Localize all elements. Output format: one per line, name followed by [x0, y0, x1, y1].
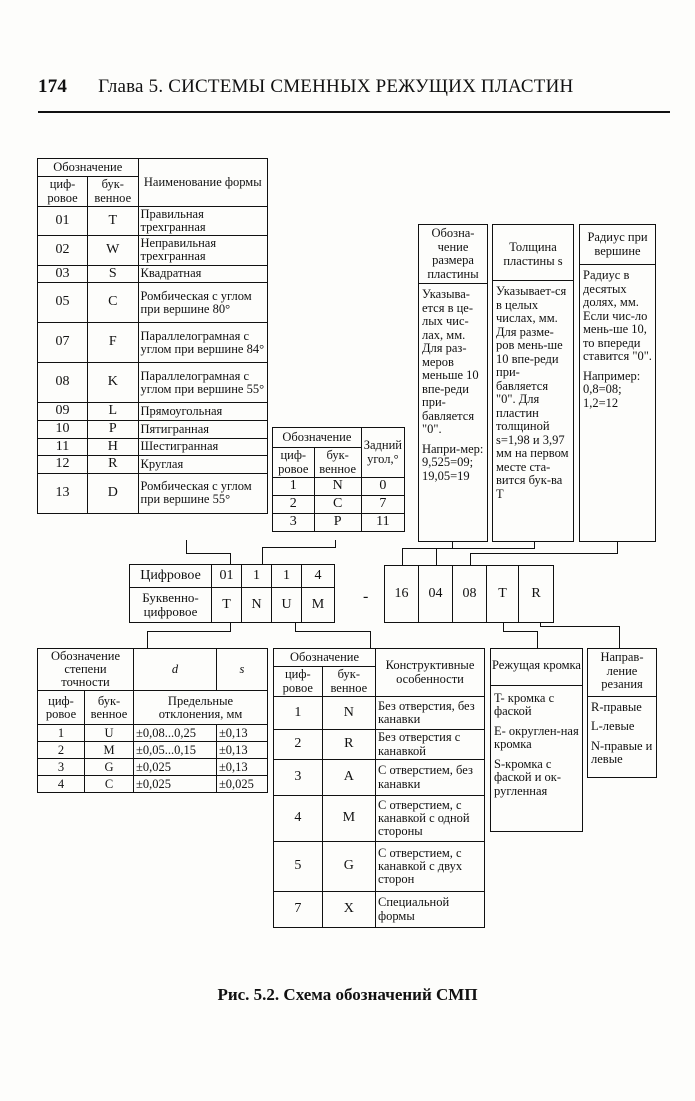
- feat-let: R: [322, 730, 375, 760]
- shape-name: Квадратная: [138, 265, 267, 283]
- shape-row: [38, 323, 268, 363]
- cutting-edge-box: [490, 648, 583, 832]
- header-rule: [38, 111, 670, 113]
- radius-box-example: Например: 0,8=08; 1,2=12: [583, 368, 641, 410]
- tol-num: 4: [38, 776, 85, 793]
- angle-cell-val: 11: [361, 514, 404, 532]
- thickness-box: [492, 224, 574, 542]
- alnum-code-cell: M: [301, 587, 335, 623]
- connector: [370, 631, 371, 648]
- direction-item: R-правые: [591, 699, 642, 714]
- shape-code-numeric: 01: [38, 207, 88, 236]
- tail-code-cell: 16: [384, 565, 419, 623]
- connector: [436, 548, 535, 549]
- tol-s: ±0,13: [216, 742, 267, 759]
- page-number: 174: [38, 76, 68, 97]
- connector: [262, 547, 336, 548]
- shape-code-letter: T: [88, 207, 138, 236]
- shape-name: Параллелограмная с углом при вершине 84°: [138, 323, 267, 363]
- connector: [147, 631, 231, 632]
- size-box-head: Обозна-чение размера пластины: [419, 227, 487, 284]
- shape-row: [38, 236, 268, 265]
- tol-h-designation: Обозначение степени точности: [38, 649, 134, 691]
- code-label-alnum: Буквенно-цифровое: [129, 587, 212, 623]
- shape-name: Неправильная трехгранная: [138, 236, 267, 265]
- alnum-code-cell: N: [241, 587, 272, 623]
- connector: [540, 626, 620, 627]
- feat-num: 2: [274, 730, 323, 760]
- angle-h-numeric: циф-ровое: [273, 448, 315, 478]
- shape-code-numeric: 03: [38, 265, 88, 283]
- feature-row: [274, 697, 485, 730]
- connector: [186, 553, 230, 554]
- connector: [470, 553, 618, 554]
- numeric-code-cell: 4: [301, 564, 335, 588]
- edge-item: E- округлен-ная кромка: [494, 723, 579, 751]
- shape-name: Правильная трехгранная: [138, 207, 267, 236]
- angle-cell-num: 2: [273, 496, 315, 514]
- shape-row: [38, 283, 268, 323]
- shape-row: [38, 403, 268, 421]
- numeric-code-cell: 01: [211, 564, 242, 588]
- connector: [402, 548, 403, 566]
- angle-cell-val: 0: [361, 478, 404, 496]
- feat-h-designation: Обозначение: [274, 649, 376, 667]
- shape-code-numeric: 09: [38, 403, 88, 421]
- angle-cell-val: 7: [361, 496, 404, 514]
- shape-code-numeric: 12: [38, 456, 88, 474]
- tolerance-row: [38, 776, 268, 793]
- shape-code-letter: F: [88, 323, 138, 363]
- shape-h-numeric: циф-ровое: [38, 177, 88, 207]
- tol-h-limits: Предельные отклонения, мм: [134, 691, 268, 725]
- size-box: [418, 224, 488, 542]
- feat-let: X: [322, 892, 375, 928]
- code-dash: -: [363, 588, 369, 605]
- feat-desc: С отверстием, с канавкой с двух сторон: [376, 842, 485, 892]
- connector: [186, 540, 187, 554]
- shape-row: [38, 456, 268, 474]
- angle-cell-let: N: [314, 478, 361, 496]
- feat-let: M: [322, 796, 375, 842]
- shape-code-letter: C: [88, 283, 138, 323]
- tol-h-d: d: [134, 649, 217, 691]
- shape-name: Прямоугольная: [138, 403, 267, 421]
- shape-name: Параллелограмная с углом при вершине 55°: [138, 363, 267, 403]
- connector: [436, 548, 437, 566]
- angle-h-angle: Задний угол,°: [361, 428, 404, 478]
- size-box-body: Указыва-ется в це-лых чис-лах, мм. Для раз-меров меньше 10 впе-реди при-бавляется "0".: [422, 287, 479, 436]
- connector: [147, 631, 148, 648]
- angle-row: [273, 478, 405, 496]
- radius-box-head: Радиус при вершине: [580, 227, 655, 265]
- shape-code-letter: D: [88, 473, 138, 513]
- feat-desc: Специальной формы: [376, 892, 485, 928]
- shape-table: [37, 158, 268, 514]
- shape-row: [38, 420, 268, 438]
- shape-row: [38, 363, 268, 403]
- shape-name: Круглая: [138, 456, 267, 474]
- tol-s: ±0,025: [216, 776, 267, 793]
- feat-num: 7: [274, 892, 323, 928]
- direction-item: N-правые и левые: [591, 738, 653, 766]
- thickness-box-head: Толщина пластины s: [493, 227, 573, 281]
- alnum-code-cell: T: [211, 587, 242, 623]
- tolerance-rows: [38, 725, 268, 793]
- feat-num: 4: [274, 796, 323, 842]
- shape-code-letter: K: [88, 363, 138, 403]
- tail-code-cell: 08: [452, 565, 487, 623]
- angle-row: [273, 514, 405, 532]
- shape-code-letter: S: [88, 265, 138, 283]
- tol-d: ±0,025: [134, 759, 217, 776]
- shape-code-numeric: 10: [38, 420, 88, 438]
- alnum-code-cell: U: [271, 587, 302, 623]
- tol-d: ±0,05...0,15: [134, 742, 217, 759]
- angle-row: [273, 496, 405, 514]
- feature-row: [274, 796, 485, 842]
- shape-row: [38, 265, 268, 283]
- code-label-numeric: Цифровое: [129, 564, 212, 588]
- angle-h-designation: Обозначение: [273, 428, 362, 448]
- shape-code-numeric: 11: [38, 438, 88, 456]
- shape-name: Ромбическая с углом при вершине 80°: [138, 283, 267, 323]
- direction-box-head: Направ-ление резания: [588, 651, 656, 697]
- direction-item: L-левые: [591, 719, 635, 733]
- shape-rows: [38, 207, 268, 514]
- shape-h-name: Наименование формы: [138, 159, 267, 207]
- shape-code-numeric: 02: [38, 236, 88, 265]
- edge-box-head: Режущая кромка: [491, 651, 582, 686]
- tol-d: ±0,025: [134, 776, 217, 793]
- tol-num: 2: [38, 742, 85, 759]
- edge-item: T- кромка с фаской: [494, 690, 555, 718]
- feat-desc: Без отверстия, без канавки: [376, 697, 485, 730]
- tol-num: 1: [38, 725, 85, 742]
- angle-cell-let: P: [314, 514, 361, 532]
- chapter-label: Глава 5.: [98, 76, 164, 97]
- tail-code-cell: 04: [418, 565, 453, 623]
- feature-rows: [274, 697, 485, 928]
- feat-h-letter: бук-венное: [322, 667, 375, 697]
- feature-row: [274, 892, 485, 928]
- feat-num: 5: [274, 842, 323, 892]
- feat-let: G: [322, 842, 375, 892]
- feat-num: 1: [274, 697, 323, 730]
- angle-cell-num: 3: [273, 514, 315, 532]
- tol-s: ±0,13: [216, 759, 267, 776]
- connector: [537, 631, 538, 648]
- tol-num: 3: [38, 759, 85, 776]
- shape-code-letter: L: [88, 403, 138, 421]
- feat-desc: С отверстием, с канавкой с одной стороны: [376, 796, 485, 842]
- radius-box-body: Радиус в десятых долях, мм. Если чис-ло мень-ше 10, то впереди ставится "0".: [583, 268, 652, 363]
- shape-code-letter: W: [88, 236, 138, 265]
- cutting-direction-box: [587, 648, 657, 778]
- feat-num: 3: [274, 760, 323, 796]
- tol-let: U: [85, 725, 134, 742]
- tail-code-cell: T: [486, 565, 519, 623]
- shape-name: Ромбическая с углом при вершине 55°: [138, 473, 267, 513]
- angle-cell-let: C: [314, 496, 361, 514]
- numeric-code-cell: 1: [271, 564, 302, 588]
- shape-name: Шестигранная: [138, 438, 267, 456]
- edge-item: S-кромка с фаской и ок-ругленная: [494, 756, 561, 798]
- shape-h-designation: Обозначение: [38, 159, 139, 177]
- figure-caption: Рис. 5.2. Схема обозначений СМП: [217, 985, 478, 1004]
- feat-desc: Без отверстия с канавкой: [376, 730, 485, 760]
- chapter-title: СИСТЕМЫ СМЕННЫХ РЕЖУЩИХ ПЛАСТИН: [168, 76, 574, 97]
- tail-code-cell: R: [518, 565, 554, 623]
- tol-let: C: [85, 776, 134, 793]
- shape-code-numeric: 08: [38, 363, 88, 403]
- shape-code-letter: P: [88, 420, 138, 438]
- tol-let: G: [85, 759, 134, 776]
- tolerance-table: [37, 648, 268, 793]
- tol-h-numeric: циф-ровое: [38, 691, 85, 725]
- tolerance-row: [38, 742, 268, 759]
- feature-row: [274, 730, 485, 760]
- angle-rows: [273, 478, 405, 532]
- tolerance-row: [38, 725, 268, 742]
- connector: [619, 626, 620, 648]
- page-header: [38, 76, 573, 98]
- shape-code-numeric: 05: [38, 283, 88, 323]
- feat-h-numeric: циф-ровое: [274, 667, 323, 697]
- feat-h-features: Конструктивные особенности: [376, 649, 485, 697]
- shape-code-numeric: 13: [38, 473, 88, 513]
- feature-table: [273, 648, 485, 928]
- shape-code-letter: H: [88, 438, 138, 456]
- radius-box: [579, 224, 656, 542]
- tol-h-letter: бук-венное: [85, 691, 134, 725]
- shape-code-letter: R: [88, 456, 138, 474]
- feature-row: [274, 842, 485, 892]
- feat-desc: С отверстием, без канавки: [376, 760, 485, 796]
- connector: [503, 631, 538, 632]
- tolerance-row: [38, 759, 268, 776]
- connector: [262, 547, 263, 565]
- feature-row: [274, 760, 485, 796]
- feat-let: A: [322, 760, 375, 796]
- shape-code-numeric: 07: [38, 323, 88, 363]
- shape-row: [38, 473, 268, 513]
- size-box-example: Напри-мер: 9,525=09; 19,05=19: [422, 441, 484, 483]
- angle-h-letter: бук-венное: [314, 448, 361, 478]
- tol-let: M: [85, 742, 134, 759]
- shape-name: Пятигранная: [138, 420, 267, 438]
- numeric-code-cell: 1: [241, 564, 272, 588]
- tol-h-s: s: [216, 649, 267, 691]
- connector: [295, 631, 371, 632]
- shape-row: [38, 438, 268, 456]
- shape-h-letter: бук-венное: [88, 177, 138, 207]
- tol-d: ±0,08...0,25: [134, 725, 217, 742]
- shape-row: [38, 207, 268, 236]
- angle-cell-num: 1: [273, 478, 315, 496]
- angle-table: [272, 427, 405, 532]
- thickness-box-body: Указывает-ся в целых числах, мм. Для разме-ров мень-ше 10 впе-реди при-бавляется "0". Для пластин толщиной s=1,98 и 3,97 мм на первом месте ста-вится бук-ва T: [496, 284, 569, 501]
- tol-s: ±0,13: [216, 725, 267, 742]
- feat-let: N: [322, 697, 375, 730]
